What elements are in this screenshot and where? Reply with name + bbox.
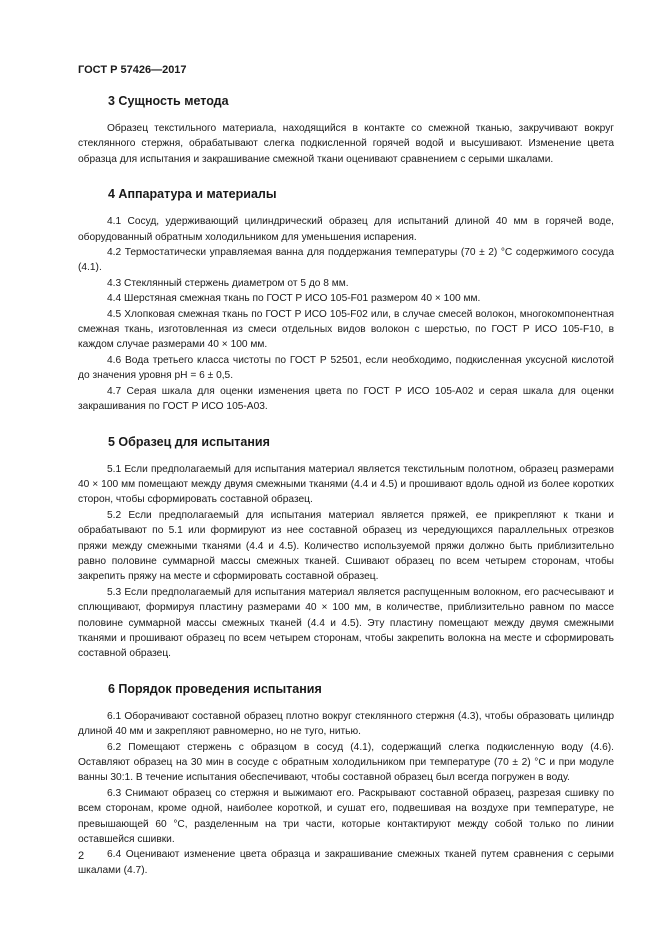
paragraph-6-2: 6.2 Помещают стержень с образцом в сосуд (4.1), содержащий слегка подкисленную воду (4.6). Оставляют образец на 30 мин в сосуде с обратным холодильником при температуре (70 ± 2) °С и при модуле ванны 30:1. В течение испытания обеспечивают, чтобы составной образец был всегда погружен в воду. [78, 741, 614, 784]
section-5-title: 5 Образец для испытания [108, 434, 270, 449]
paragraph-5-3: 5.3 Если предполагаемый для испытания материал является распущенным волокном, его расчесывают и сплющивают, формируя пластину размерами 40 × 100 мм, в количестве, приблизительно равном по массе половине суммарной массы смежных тканей (4.4 и 4.5). Эту пластину помещают между двумя смежными тканями и прошивают образец по всем четырем сторонам, чтобы закрепить волокна на месте и сформировать составной образец. [78, 586, 614, 660]
paragraph-4-5: 4.5 Хлопковая смежная ткань по ГОСТ Р ИСО 105-F02 или, в случае смесей волокон, многокомпонентная смежная ткань, изготовленная из смеси отдельных видов волокон с шерстью, по ГОСТ Р ИСО 105-F10, в каждом случае размерами 40 × 100 мм. [78, 308, 614, 351]
section-6-title: 6 Порядок проведения испытания [108, 681, 322, 696]
paragraph-6-1: 6.1 Оборачивают составной образец плотно вокруг стеклянного стержня (4.3), чтобы образовать цилиндр длиной 40 мм и закрепляют равномерно, но не туго, нитью. [78, 710, 614, 738]
paragraph-6-3: 6.3 Снимают образец со стержня и выжимают его. Раскрывают составной образец, разрезая сшивку по всем сторонам, кроме одной, наиболее короткой, и сушат его, подвешивая на воздухе при температуре, не превышающей 60 °С, разделенным на три части, которые контактируют между собой только по линии оставшейся сшивки. [78, 787, 614, 846]
document-header: ГОСТ Р 57426—2017 [78, 64, 187, 76]
paragraph-5-2: 5.2 Если предполагаемый для испытания материал является пряжей, ее прикрепляют к ткани и обрабатывают по 5.1 или формируют из нее составной образец из чередующихся параллельных отрезков пряжи между смежными тканями (4.4 и 4.5). Количество используемой пряжи должно быть приблизительно равно половине суммарной массы смежных тканей. Сшивают образец по всем четырем сторонам, чтобы закрепить пряжу на месте и сформировать составной образец. [78, 509, 614, 583]
document-body [78, 90, 614, 878]
paragraph-5-1: 5.1 Если предполагаемый для испытания материал является текстильным полотном, образец размерами 40 × 100 мм помещают между двумя смежными тканями (4.4 и 4.5) и прошивают вдоль одной из более коротких сторон, чтобы сформировать составной образец. [78, 463, 614, 506]
paragraph-4-1: 4.1 Сосуд, удерживающий цилиндрический образец для испытаний длиной 40 мм в горячей воде, оборудованный обратным холодильником для уменьшения испарения. [78, 216, 614, 243]
page-number: 2 [78, 850, 85, 862]
section-3-title: 3 Сущность метода [108, 94, 229, 108]
paragraph-4-2: 4.2 Термостатически управляемая ванна для поддержания температуры (70 ± 2) °С содержимого сосуда (4.1). [78, 247, 614, 274]
section-3-paragraph: Образец текстильного материала, находящийся в контакте со смежной тканью, закручивают вокруг стеклянного стержня, обрабатывают слегка подкисленной горячей водой и высушивают. Изменение цвета образца для испытания и закрашивание смежной ткани оценивают сравнением с серыми шкалами. [78, 123, 614, 165]
paragraph-4-6: 4.6 Вода третьего класса чистоты по ГОСТ Р 52501, если необходимо, подкисленная уксусной кислотой до значения уровня pH = 6 ± 0,5. [78, 354, 614, 382]
paragraph-6-4: 6.4 Оценивают изменение цвета образца и закрашивание смежных тканей путем сравнения с серыми шкалами (4.7). [78, 849, 614, 876]
paragraph-4-4: 4.4 Шерстяная смежная ткань по ГОСТ Р ИСО 105-F01 размером 40 × 100 мм. [107, 293, 481, 305]
paragraph-4-3: 4.3 Стеклянный стержень диаметром от 5 до 8 мм. [107, 277, 349, 289]
paragraph-4-7: 4.7 Серая шкала для оценки изменения цвета по ГОСТ Р ИСО 105-А02 и серая шкала для оценки закрашивания по ГОСТ Р ИСО 105-А03. [78, 385, 614, 413]
section-4-title: 4 Аппаратура и материалы [108, 187, 277, 202]
